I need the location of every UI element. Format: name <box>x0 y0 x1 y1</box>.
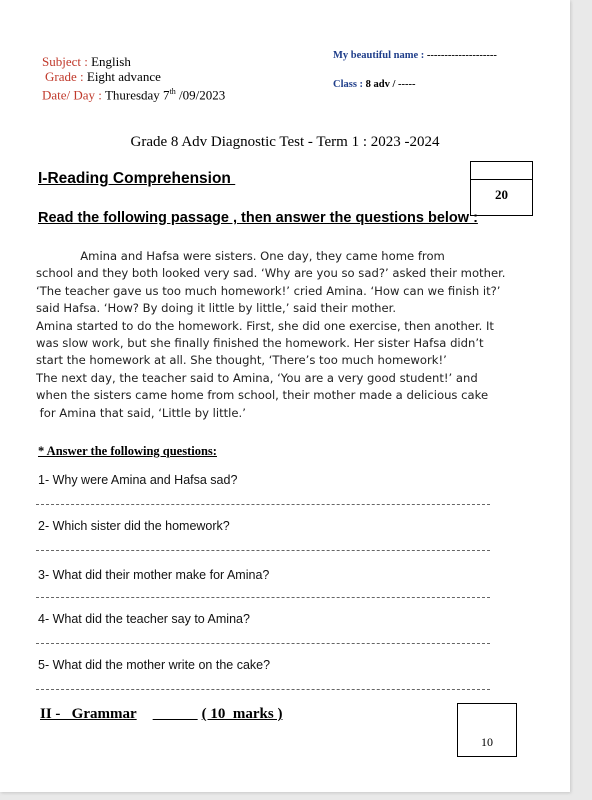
answer-line-5[interactable] <box>36 689 490 690</box>
reading-instruction: Read the following passage , then answer the questions below : <box>38 210 478 226</box>
answer-line-4[interactable] <box>36 643 490 644</box>
date-row <box>42 84 225 102</box>
grammar-heading: II - Grammar <box>40 706 137 722</box>
passage-line: Amina started to do the homework. First, she did one exercise, then another. It <box>36 318 494 333</box>
passage-line: for Amina that said, ‘Little by little.’ <box>36 405 246 420</box>
date-value-rest: /09/2023 <box>179 87 226 103</box>
date-suffix: th <box>169 87 176 96</box>
subject-row <box>42 54 225 69</box>
grammar-marks: ( 10 marks ) <box>201 706 283 722</box>
class-label: Class : <box>333 79 364 90</box>
date-label: Date/ Day : <box>42 87 102 103</box>
passage-line: said Hafsa. ‘How? By doing it little by little,’ said their mother. <box>36 301 397 316</box>
grade-value: Eight advance <box>86 69 161 84</box>
subject-value: English <box>91 54 131 69</box>
answer-line-3[interactable] <box>36 597 490 598</box>
name-label: My beautiful name : <box>333 50 425 61</box>
grammar-spacer <box>137 706 198 722</box>
date-value: Thuresday 7 <box>104 87 170 103</box>
grammar-heading-row <box>40 706 282 723</box>
passage-line: The next day, the teacher said to Amina, ‘You are a very good student!’ and <box>36 370 478 385</box>
name-blank: -------------------- <box>426 50 497 61</box>
grade-label: Grade : <box>45 69 84 84</box>
grammar-score-box <box>457 703 517 757</box>
page-title: Grade 8 Adv Diagnostic Test - Term 1 : 2023 -2024 <box>130 134 440 150</box>
reading-passage <box>36 248 526 422</box>
reading-heading: I-Reading Comprehension <box>38 170 236 187</box>
answer-line-1[interactable] <box>36 504 490 505</box>
header-info <box>42 54 225 102</box>
answer-line-2[interactable] <box>36 550 490 551</box>
questions-heading: * Answer the following questions: <box>38 444 217 458</box>
passage-line: ‘The teacher gave us too much homework!’ cried Amina. ‘How can we finish it?’ <box>36 283 501 298</box>
grade-row <box>42 69 225 84</box>
passage-line: when the sisters came home from school, their mother made a delicious cake <box>36 388 489 403</box>
question-1: 1- Why were Amina and Hafsa sad? <box>38 473 238 487</box>
question-4: 4- What did the teacher say to Amina? <box>38 612 250 626</box>
question-2: 2- Which sister did the homework? <box>38 519 230 533</box>
passage-line: Amina and Hafsa were sisters. One day, they came home from <box>36 249 445 263</box>
grammar-score: 10 <box>481 735 493 749</box>
passage-line: was slow work, but she finally finished the homework. Her sister Hafsa didn’t <box>36 336 484 351</box>
reading-score: 20 <box>495 187 508 202</box>
score-divider <box>471 179 532 180</box>
question-3: 3- What did their mother make for Amina? <box>38 568 270 582</box>
passage-line: school and they both looked very sad. ‘Why are you so sad?’ asked their mother. <box>36 266 506 281</box>
class-value: 8 adv / ----- <box>365 79 416 90</box>
subject-label: Subject : <box>42 54 88 69</box>
reading-score-box <box>470 161 533 216</box>
class-field[interactable] <box>333 79 416 90</box>
passage-line: start the homework at all. She thought, ‘There’s too much homework!’ <box>36 353 447 368</box>
name-field[interactable] <box>333 50 497 61</box>
question-5: 5- What did the mother write on the cake? <box>38 658 271 672</box>
